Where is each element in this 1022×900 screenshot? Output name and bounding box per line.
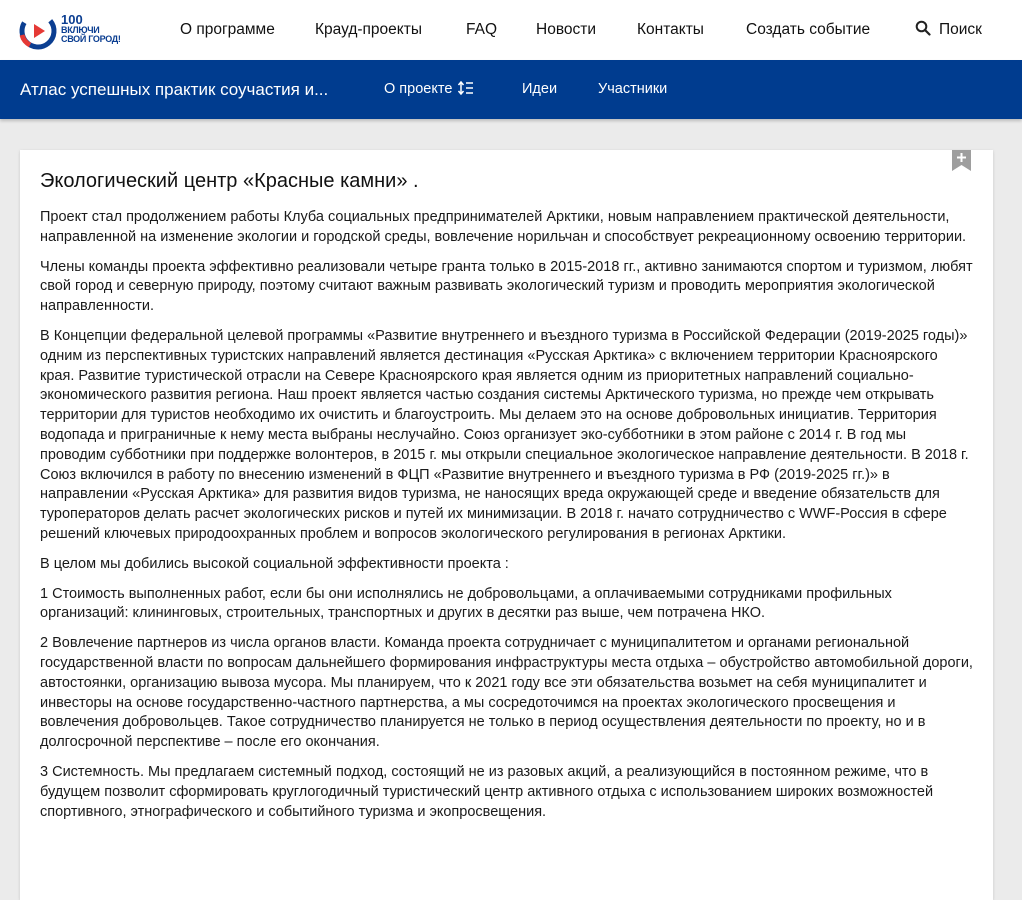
project-title-link[interactable]: Атлас успешных практик соучастия и... [20,80,329,99]
logo-line-2: СВОЙ ГОРОД! [61,34,121,44]
tab-ideas[interactable]: Идеи [522,81,558,97]
bookmark-plus-icon[interactable] [952,150,971,171]
tab-participants[interactable]: Участники [598,81,668,97]
nav-create-event[interactable]: Создать событие [746,21,871,38]
article-paragraph: Проект стал продолжением работы Клуба социальных предпринимателей Арктики, новым направлением практической деятельности, направленной на изменение экологии и городской среды, вовлечение норильчан и способствует рекреационному освоению территории. [40,209,967,245]
article-paragraph: Члены команды проекта эффективно реализовали четыре гранта только в 2015-2018 гг., активно занимаются спортом и туризмом, любят свой город и северную природу, поэтому считают важным развивать экологический туризм и проводить мероприятия экологической направленности. [40,258,973,315]
project-navigation-bar [0,60,1022,119]
article-title: Экологический центр «Красные камни» . [40,170,419,192]
article-paragraph: 1 Стоимость выполненных работ, если бы они исполнялись не добровольцами, а оплачиваемыми сотрудниками профильных организаций: клининговых, строительных, транспортных и других в десятки раз выше, чем потрачена НКО. [40,585,892,622]
tab-about-label: О проекте [384,81,453,97]
article-paragraph: 3 Системность. Мы предлагаем системный подход, состоящий не из разовых акций, а реализующийся в постоянном режиме, что в будущем позволит сформировать круглогодичный туристический центр активного отдыха с использованием широких возможностей спортивного, этнографического и событийного туризма и экопросвещения. [40,763,934,820]
nav-about-program[interactable]: О программе [180,21,275,38]
site-logo[interactable] [18,11,128,51]
article-paragraph: В целом мы добились высокой социальной эффективности проекта : [40,555,509,572]
article-card [20,150,993,900]
article-paragraph: 2 Вовлечение партнеров из числа органов власти. Команда проекта сотрудничает с муниципалитетом и органами региональной государственной власти по вопросам дальнейшего формирования инфраструктуры места отдыха – обустройство автомобильной дороги, автостоянки, организацию вывоза мусора. Мы планируем, что к 2021 году все эти обязательства возьмет на себя муниципалитет и инвесторы на основе государственно-частного партнерства, а мы сосредоточимся на проектах экологического просвещения и вовлечения добровольцев. Такое сотрудничество планируется не только в период осуществления деятельности по проекту, но и в долгосрочной перспективе – после его окончания. [40,635,973,751]
tab-about-project[interactable] [384,60,474,119]
logo-ring-icon [18,11,58,51]
article-paragraph: В Концепции федеральной целевой программы «Развитие внутреннего и въездного туризма в Российской Федерации (2019-2025 годы)» одним из перспективных туристских направлений является дестинация «Русская Арктика» с включением территории Красноярского края. Развитие туристической отрасли на Севере Красноярского края является одним из приоритетных направлений социально-экономического развития региона. Наш проект является частью создания системы Арктического туризма, но прежде чем открывать территории для туристов необходимо их очистить и благоустроить. Мы делаем это на основе добровольных инициатив. Территория водопада и приграничные к нему места выбраны неслучайно. Союз организует эко-субботники в этом районе с 2014 г. В год мы проводим субботники при поддержке волонтеров, в 2015 г. мы открыли специальное экологическое направление деятельности. В 2018 г. Союз включился в работу по внесению изменений в ФЦП «Развитие внутреннего и въездного туризма в РФ (2019-2025 гг.)» в направлении «Русская Арктика» для развития видов туризма, не наносящих вреда окружающей среде и введение обязательств для туроператоров делать расчет экологических рисков и путей их минимизации. В 2018 г. начато сотрудничество с WWF-Россия в сфере решений ключевых природоохранных проблем и вопросов экологического регулирования в регионах Арктики. [40,327,969,542]
search-button[interactable] [915,0,982,60]
logo-text [61,13,121,44]
search-label: Поиск [939,21,982,38]
nav-contacts[interactable]: Контакты [637,21,704,38]
article-body [40,208,975,832]
nav-faq[interactable]: FAQ [466,21,498,38]
nav-news[interactable]: Новости [536,21,597,38]
sort-icon [458,81,474,95]
logo-number: 100 [61,12,83,27]
top-navigation-bar [0,0,1022,60]
logo-line-1: ВКЛЮЧИ [61,25,100,35]
search-icon [915,20,931,36]
nav-crowd-projects[interactable]: Крауд-проекты [315,21,422,38]
